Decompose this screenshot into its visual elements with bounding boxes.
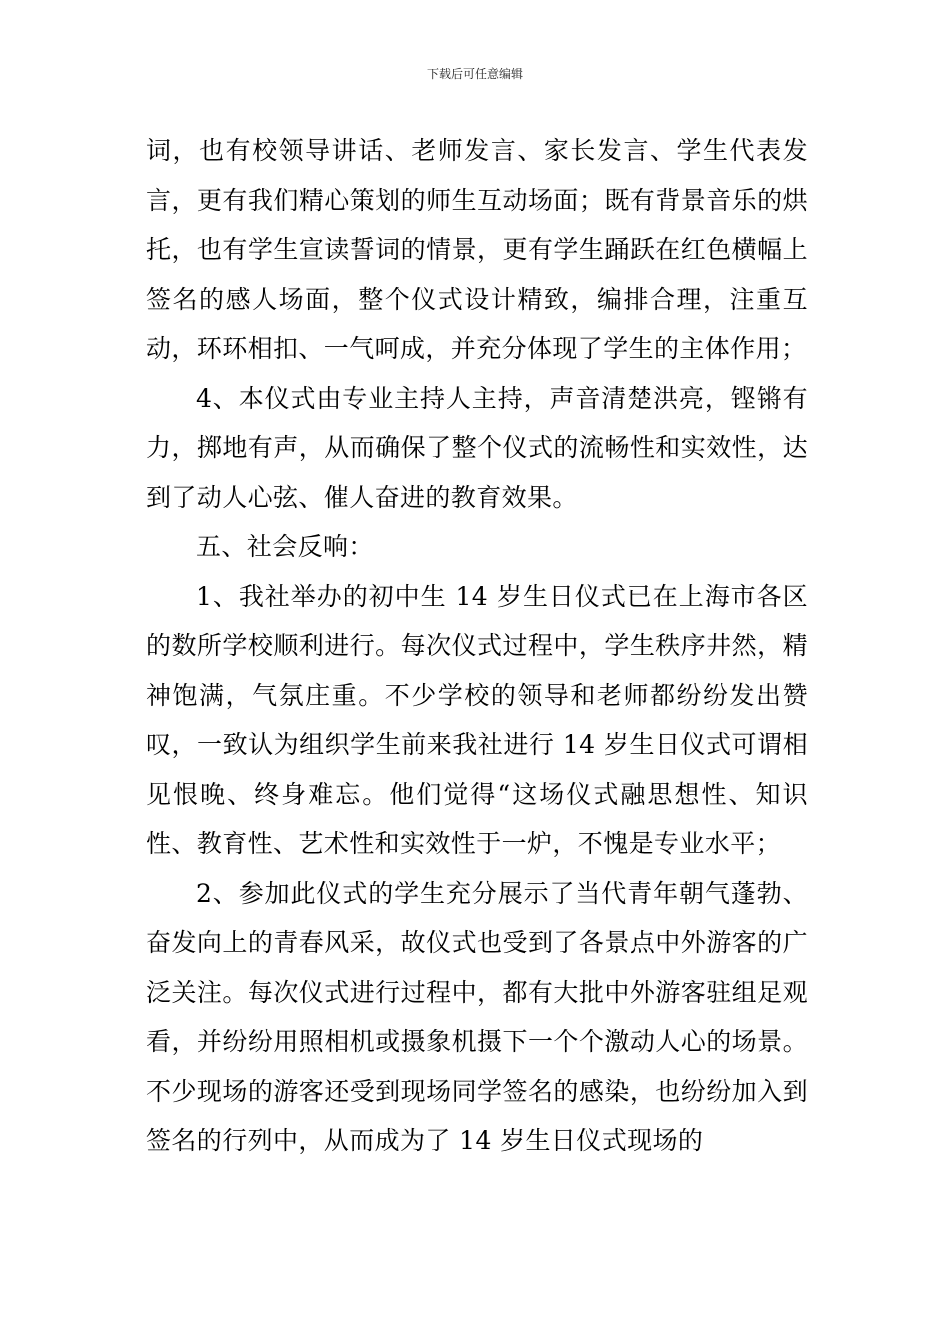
section-heading-social-response: 五、社会反响： xyxy=(196,532,374,561)
paragraph-item-4: 4、本仪式由专业主持人主持，声音清楚洪亮，铿锵有力，掷地有声，从而确保了整个仪式的流畅性和实效性，达到了动人心弦、催人奋进的教育效果。 xyxy=(146,383,808,512)
paragraph-item-1: 1、我社举办的初中生 14 岁生日仪式已在上海市各区的数所学校顺利进行。每次仪式过程中，学生秩序井然，精神饱满，气氛庄重。不少学校的领导和老师都纷纷发出赞叹，一致认为组织学生前来我社进行 14 岁生日仪式可谓相见恨晚、终身难忘。他们觉得“这场仪式融思想性、知识性、教育性、艺术性和实效性于一炉，不愧是专业水平； xyxy=(146,581,808,858)
paragraph-continuation: 词，也有校领导讲话、老师发言、家长发言、学生代表发言，更有我们精心策划的师生互动场面；既有背景音乐的烘托，也有学生宣读誓词的情景，更有学生踊跃在红色横幅上签名的感人场面，整个仪式设计精致，编排合理，注重互动，环环相扣、一气呵成，并充分体现了学生的主体作用； xyxy=(146,136,808,363)
paragraph-item-2: 2、参加此仪式的学生充分展示了当代青年朝气蓬勃、奋发向上的青春风采，故仪式也受到了各景点中外游客的广泛关注。每次仪式进行过程中，都有大批中外游客驻组足观看，并纷纷用照相机或摄象机摄下一个个激动人心的场景。不少现场的游客还受到现场同学签名的感染，也纷纷加入到签名的行列中，从而成为了 14 岁生日仪式现场的 xyxy=(146,878,808,1155)
page-header-note: 下载后可任意编辑 xyxy=(426,67,523,81)
document-body xyxy=(146,126,808,1166)
